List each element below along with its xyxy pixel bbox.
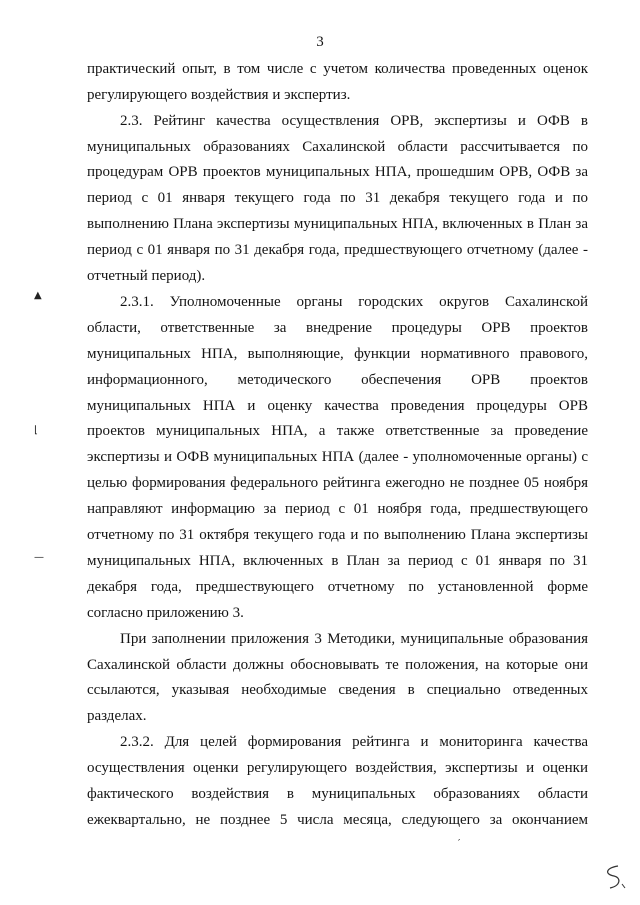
- scan-mark-icon: ′: [458, 838, 461, 849]
- text-line: 2.3. Рейтинг качества осуществления ОРВ, экспертизы и ОФВ в: [120, 113, 588, 129]
- text-line: муниципальных образованиях Сахалинской области рассчитывается по: [87, 139, 588, 155]
- text-line: период с 01 января текущего года по 31 декабря текущего года и по: [87, 190, 588, 206]
- text-line: При заполнении приложения 3 Методики, муниципальные образования: [120, 631, 588, 647]
- text-line: направляют информацию за период с 01 ноября года, предшествующего: [87, 501, 588, 517]
- scan-mark-icon: ⌊: [34, 425, 38, 436]
- text-line: 2.3.2. Для целей формирования рейтинга и мониторинга качества: [120, 734, 588, 750]
- text-line: экспертизы и ОФВ муниципальных НПА (далее - уполномоченные органы) с: [87, 449, 588, 465]
- text-line: муниципальных НПА и оценку качества проведения процедуры ОРВ: [87, 398, 588, 414]
- page-number: 3: [316, 34, 324, 50]
- text-line: ссылаются, указывая необходимые сведения в специально отведенных: [87, 682, 588, 698]
- text-line: период с 01 января по 31 декабря года, предшествующего отчетному (далее -: [87, 242, 588, 258]
- text-line: муниципальных НПА, включенных в План за период с 01 января по 31: [87, 553, 588, 569]
- text-line: практический опыт, в том числе с учетом количества проведенных оценок: [87, 61, 588, 77]
- text-line: целью формирования федерального рейтинга ежегодно не позднее 05 ноября: [87, 475, 588, 491]
- text-line: согласно приложению 3.: [87, 605, 244, 621]
- scan-mark-icon: —: [34, 552, 44, 563]
- text-line: информационного, методического обеспечения ОРВ проектов: [87, 372, 588, 388]
- text-line: выполнению Плана экспертизы муниципальных НПА, включенных в План за: [87, 216, 588, 232]
- text-line: муниципальных НПА, выполняющие, функции нормативного правового,: [87, 346, 588, 362]
- text-line: разделах.: [87, 708, 147, 724]
- scan-mark-icon: ▲: [34, 290, 42, 301]
- text-line: процедурам ОРВ проектов муниципальных НПА, прошедшим ОРВ, ОФВ за: [87, 164, 588, 180]
- text-line: декабря года, предшествующего отчетному по установленной форме: [87, 579, 588, 595]
- text-line: проектов муниципальных НПА, а также ответственные за проведение: [87, 423, 588, 439]
- text-line: отчетный период).: [87, 268, 206, 284]
- text-line: отчетному по 31 октября текущего года и по выполнению Плана экспертизы: [87, 527, 588, 543]
- text-line: ежеквартально, не позднее 5 числа месяца, следующего за окончанием: [87, 812, 588, 828]
- text-line: Сахалинской области должны обосновывать те положения, на которые они: [87, 657, 588, 673]
- text-line: области, ответственные за внедрение процедуры ОРВ проектов: [87, 320, 588, 336]
- text-line: регулирующего воздействия и экспертиз.: [87, 87, 351, 103]
- text-line: фактического воздействия в муниципальных образованиях области: [87, 786, 588, 802]
- text-line: осуществления оценки регулирующего воздействия, экспертизы и оценки: [87, 760, 588, 776]
- text-line: 2.3.1. Уполномоченные органы городских округов Сахалинской: [120, 294, 588, 310]
- scan-squiggle-icon: [600, 862, 630, 896]
